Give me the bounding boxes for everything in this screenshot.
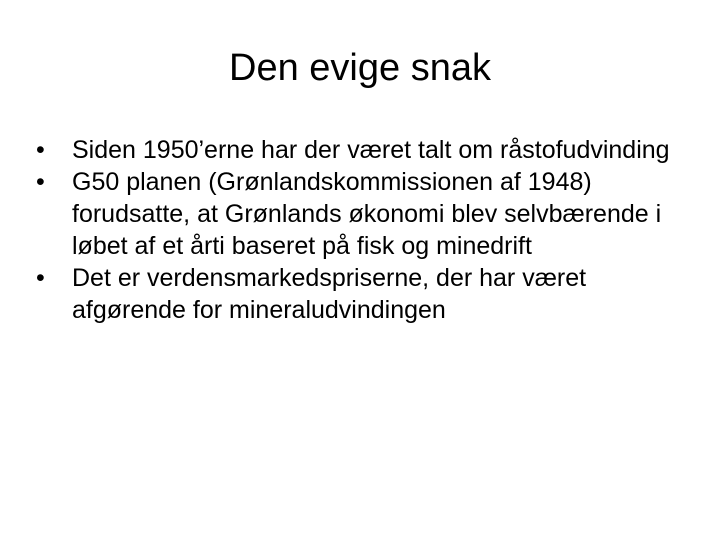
bullet-item <box>36 166 686 262</box>
bullet-item <box>36 262 686 326</box>
bullet-dot-icon: • <box>36 264 45 292</box>
bullet-item <box>36 134 686 166</box>
bullet-dot-icon: • <box>36 168 45 196</box>
bullet-dot-icon: • <box>36 136 45 164</box>
slide-title: Den evige snak <box>229 47 491 89</box>
bullet-list <box>36 134 686 326</box>
bullet-text: Det er verdensmarkedspriserne, der har været afgørende for mineraludvindingen <box>72 264 587 324</box>
bullet-text: Siden 1950’erne har der været talt om råstofudvinding <box>72 136 670 164</box>
bullet-text: G50 planen (Grønlandskommissionen af 1948) forudsatte, at Grønlands økonomi blev selvbærende i løbet af et årti baseret på fisk og minedrift <box>72 168 662 260</box>
